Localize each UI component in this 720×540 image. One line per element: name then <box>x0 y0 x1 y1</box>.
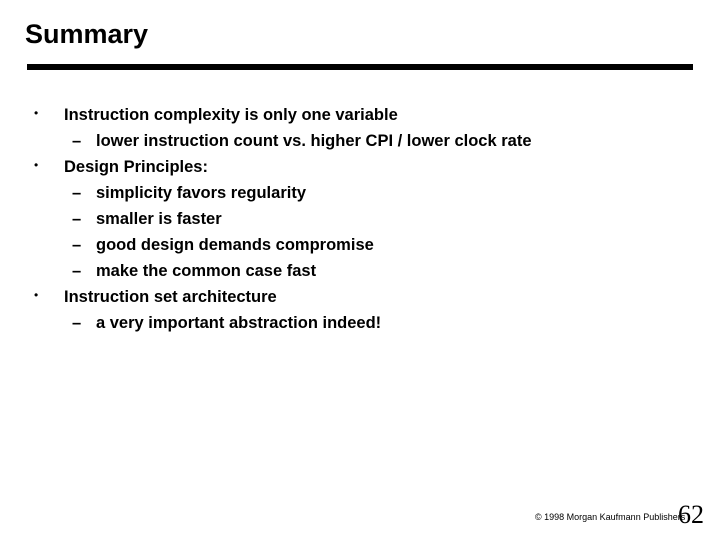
sub-item-text: lower instruction count vs. higher CPI / lower clock rate <box>96 132 532 150</box>
sub-item-text: good design demands compromise <box>96 236 374 254</box>
bullet-marker: • <box>34 106 39 120</box>
sub-marker: – <box>72 210 82 228</box>
sub-marker: – <box>72 236 82 254</box>
sub-marker: – <box>72 132 82 150</box>
sub-item-text: smaller is faster <box>96 210 222 228</box>
page-number: 62 <box>678 500 704 529</box>
bullet-marker: • <box>34 288 39 302</box>
sub-item-text: make the common case fast <box>96 262 317 280</box>
bullet-text: Instruction set architecture <box>64 288 277 306</box>
slide-title: Summary <box>25 19 149 49</box>
bullet-marker: • <box>34 158 39 172</box>
sub-item-text: a very important abstraction indeed! <box>96 314 382 332</box>
sub-marker: – <box>72 314 82 332</box>
title-rule <box>27 64 693 70</box>
bullet-text: Design Principles: <box>64 158 208 176</box>
copyright-footer: © 1998 Morgan Kaufmann Publishers <box>535 512 686 522</box>
sub-marker: – <box>72 184 82 202</box>
sub-item-text: simplicity favors regularity <box>96 184 306 202</box>
bullet-text: Instruction complexity is only one variable <box>64 106 398 124</box>
sub-marker: – <box>72 262 82 280</box>
